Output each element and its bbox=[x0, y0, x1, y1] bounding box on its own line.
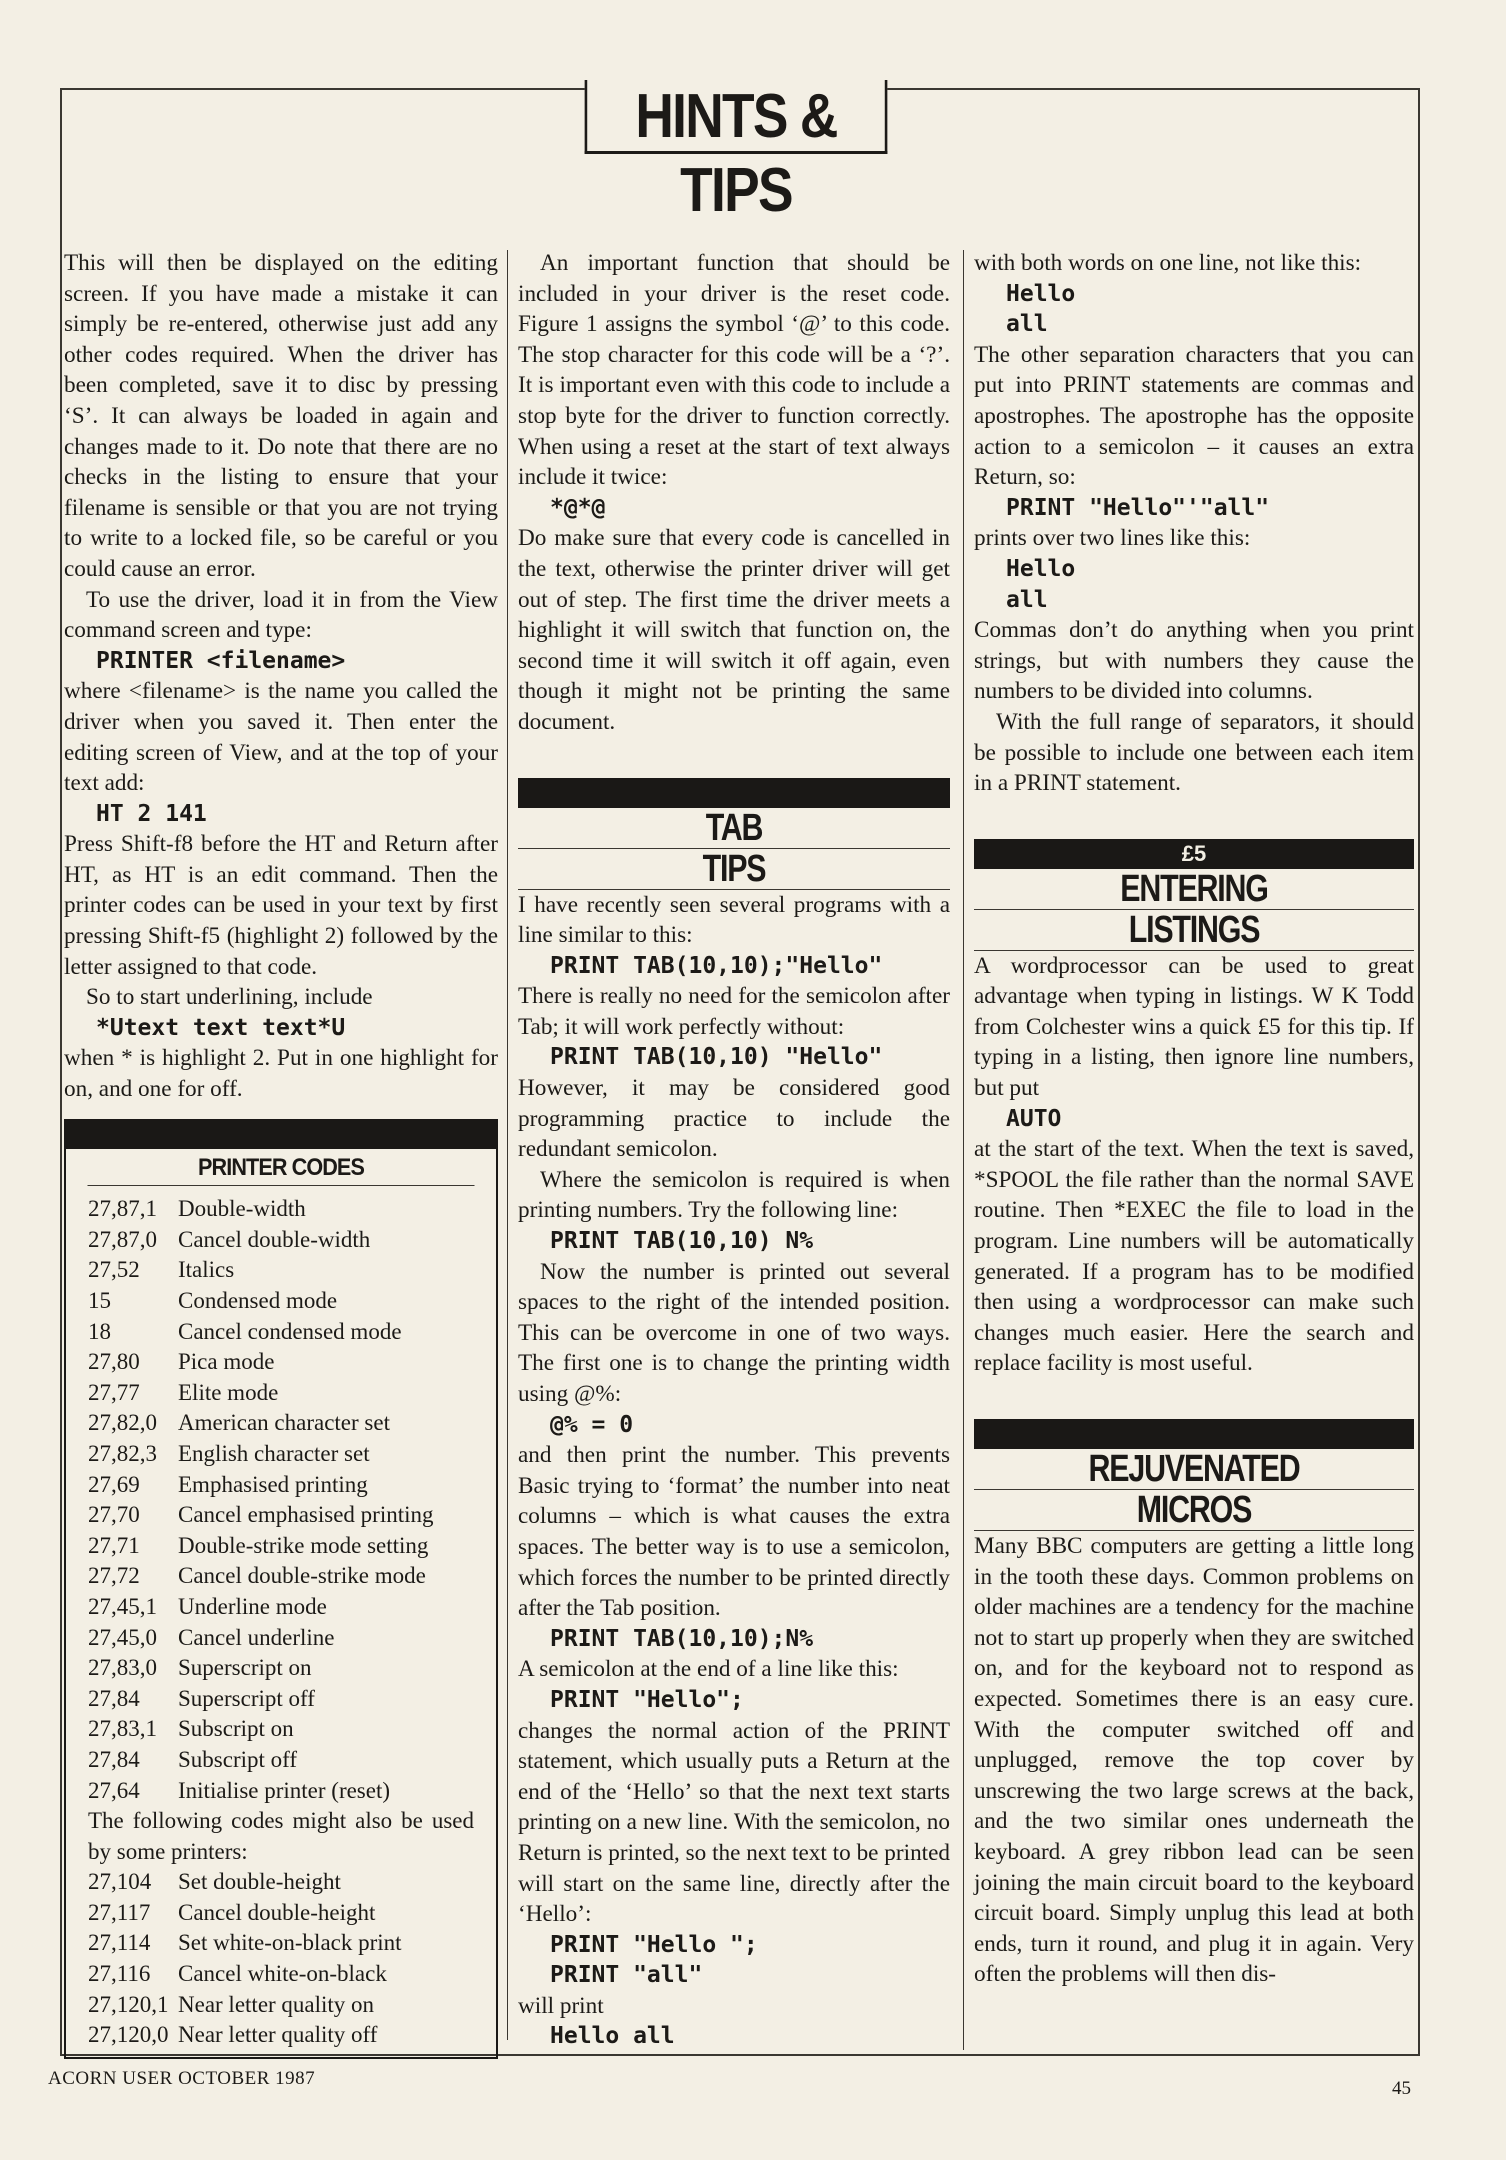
printer-code-row bbox=[88, 1439, 474, 1470]
printer-code-value: 27,120,1 bbox=[88, 1991, 169, 2017]
footer-magazine: ACORN USER OCTOBER 1987 bbox=[48, 2068, 316, 2089]
printer-code-description: American character set bbox=[178, 1410, 390, 1436]
printer-code-value: 27,72 bbox=[88, 1563, 140, 1589]
paragraph: To use the driver, load it in from the View command screen and type: bbox=[64, 586, 498, 644]
column-3 bbox=[974, 248, 1414, 1990]
page-title: HINTS & TIPS bbox=[585, 80, 888, 154]
printer-code-row bbox=[88, 1470, 474, 1501]
printer-code-description: Cancel underline bbox=[178, 1624, 335, 1650]
paragraph: at the start of the text. When the text is saved, *SPOOL the file rather than the normal SAVE routine. Then *EXEC the file to load in the program. Line numbers will be automatically generated. If a program has to be modified then using a wordprocessor can make such changes much easier. Here the search and replace facility is most useful. bbox=[974, 1136, 1414, 1377]
printer-code-row bbox=[88, 1745, 474, 1776]
printer-code-row bbox=[88, 1684, 474, 1715]
printer-code-value: 27,84 bbox=[88, 1685, 140, 1711]
printer-code-description: Double-width bbox=[178, 1196, 306, 1222]
printer-code-description: Subscript off bbox=[178, 1746, 298, 1772]
printer-codes-list bbox=[88, 1194, 474, 1806]
printer-code-row bbox=[88, 1623, 474, 1654]
code-line: all bbox=[1006, 311, 1048, 338]
paragraph: A wordprocessor can be used to great advantage when typing in listings. W K Todd from Colchester wins a quick £5 for this tip. If typing in a listing, then ignore line numbers, but put bbox=[974, 952, 1414, 1102]
printer-code-row bbox=[88, 1653, 474, 1684]
paragraph: Where the semicolon is required is when printing numbers. Try the following line: bbox=[518, 1166, 950, 1224]
code-line: HT 2 141 bbox=[96, 800, 207, 827]
printer-code-value: 27,45,1 bbox=[88, 1593, 157, 1619]
code-line: Hello all bbox=[550, 2023, 675, 2050]
printer-code-value: 27,84 bbox=[88, 1746, 140, 1772]
paragraph: when * is highlight 2. Put in one highlight for on, and one for off. bbox=[64, 1045, 498, 1103]
paragraph: Many BBC computers are getting a little long in the tooth these days. Common problems on older machines are a tendency for the machine not to start up properly when they are switched on, and for the keyboard not to respond as expected. Sometimes there is an easy cure. With the computer switched off and unplugged, remove the top cover by unscrewing the two large screws at the back, and the two similar ones underneath the keyboard. A grey ribbon lead can be seen joining the main circuit board to the keyboard circuit board. Simply unplug this lead at both ends, turn it round, and plug it in again. Very often the problems will then dis- bbox=[974, 1533, 1414, 1988]
printer-code-description: Subscript on bbox=[178, 1716, 294, 1742]
paragraph: Commas don’t do anything when you print strings, but with numbers they cause the numbers to be divided into columns. bbox=[974, 617, 1414, 705]
column-2 bbox=[518, 248, 950, 2052]
printer-code-value: 15 bbox=[88, 1288, 111, 1313]
code-line: AUTO bbox=[1006, 1105, 1062, 1132]
section-heading: TIPS bbox=[702, 847, 766, 890]
code-line: PRINT TAB(10,10);"Hello" bbox=[550, 952, 883, 979]
code-line: *Utext text text*U bbox=[96, 1014, 346, 1041]
printer-code-row bbox=[88, 1592, 474, 1623]
paragraph: There is really no need for the semicolon after Tab; it will work perfectly without: bbox=[518, 983, 950, 1040]
tab-tips-heading bbox=[518, 808, 950, 890]
printer-code-description: Initialise printer (reset) bbox=[178, 1777, 391, 1803]
paragraph: Now the number is printed out several spaces to the right of the intended position. This can be overcome in one of two ways. The first one is to change the printing width using @%: bbox=[518, 1258, 950, 1407]
section-heading: ENTERING bbox=[1120, 867, 1268, 910]
page-number: 45 bbox=[1392, 2078, 1411, 2099]
printer-code-description: Cancel double-width bbox=[178, 1226, 371, 1252]
printer-code-value: 27,77 bbox=[88, 1379, 140, 1405]
printer-code-row bbox=[88, 1959, 474, 1990]
printer-code-row bbox=[88, 1776, 474, 1807]
printer-code-value: 27,80 bbox=[88, 1349, 140, 1375]
prize-bar: £5 bbox=[974, 839, 1414, 869]
printer-code-row bbox=[88, 2020, 474, 2051]
printer-codes-note: The following codes might also be used by some printers: bbox=[88, 1808, 474, 1864]
printer-code-description: Cancel condensed mode bbox=[178, 1318, 402, 1344]
printer-code-value: 27,64 bbox=[88, 1777, 140, 1803]
printer-code-value: 27,114 bbox=[88, 1930, 151, 1956]
paragraph: An important function that should be included in your driver is the reset code. Figure 1 assigns the symbol ‘@’ to this code. The stop character for this code will be a ‘?’. It is important even with this code to include a stop byte for the driver to function correctly. When using a reset at the start of text always include it twice: bbox=[518, 250, 950, 491]
paragraph: Press Shift-f8 before the HT and Return after HT, as HT is an edit command. Then the printer codes can be used in your text by first pressing Shift-f5 (highlight 2) followed by the letter assigned to that code. bbox=[64, 831, 498, 980]
printer-code-value: 27,70 bbox=[88, 1502, 140, 1528]
paragraph: will print bbox=[518, 1992, 604, 2019]
printer-code-value: 27,52 bbox=[88, 1257, 140, 1283]
code-line: PRINT "all" bbox=[550, 1962, 703, 1989]
printer-code-row bbox=[88, 1225, 474, 1256]
printer-codes-bar bbox=[64, 1119, 498, 1149]
paragraph: However, it may be considered good programming practice to include the redundant semicolon. bbox=[518, 1075, 950, 1163]
printer-code-description: Set double-height bbox=[178, 1869, 341, 1895]
printer-code-description: Near letter quality on bbox=[178, 1991, 375, 2017]
printer-code-description: Set white-on-black print bbox=[178, 1930, 402, 1956]
printer-code-row bbox=[88, 1500, 474, 1531]
printer-code-row bbox=[88, 1867, 474, 1898]
code-line: *@*@ bbox=[550, 494, 606, 521]
paragraph: The other separation characters that you can put into PRINT statements are commas and apostrophes. The apostrophe has the opposite action to a semicolon – it causes an extra Return, so: bbox=[974, 341, 1414, 491]
printer-code-row bbox=[88, 1347, 474, 1378]
printer-code-row bbox=[88, 1194, 474, 1225]
printer-code-description: Emphasised printing bbox=[178, 1471, 368, 1497]
printer-code-value: 27,69 bbox=[88, 1471, 140, 1497]
printer-code-row bbox=[88, 1255, 474, 1286]
printer-code-value: 27,82,3 bbox=[88, 1440, 157, 1466]
printer-code-row bbox=[88, 1408, 474, 1439]
paragraph: prints over two lines like this: bbox=[974, 525, 1251, 552]
paragraph: So to start underlining, include bbox=[86, 984, 373, 1011]
code-line: all bbox=[1006, 586, 1048, 613]
paragraph: where <filename> is the name you called the driver when you saved it. Then enter the editing screen of View, and at the top of your text add: bbox=[64, 678, 498, 797]
printer-code-row bbox=[88, 1898, 474, 1929]
paragraph: This will then be displayed on the editing screen. If you have made a mistake it can simply be re-entered, otherwise just add any other codes required. When the driver has been completed, save it to disc by pressing ‘S’. It can always be loaded in again and changes made to it. Do note that there are no checks in the listing to ensure that your filename is sensible or that you are not trying to write to a locked file, so be careful or you could cause an error. bbox=[64, 250, 498, 582]
code-line: PRINT TAB(10,10) N% bbox=[550, 1228, 814, 1255]
paragraph: changes the normal action of the PRINT statement, which usually puts a Return at the end of the ‘Hello’ so that the next text starts printing on a new line. With the semicolon, no Return is printed, so the next text to be printed will start on the same line, directly after the ‘Hello’: bbox=[518, 1717, 950, 1928]
printer-code-value: 27,87,0 bbox=[88, 1226, 157, 1252]
printer-code-description: Near letter quality off bbox=[178, 2022, 378, 2048]
printer-codes-title: PRINTER CODES bbox=[88, 1153, 475, 1187]
printer-code-description: English character set bbox=[178, 1440, 370, 1466]
code-line: PRINT "Hello"; bbox=[550, 1686, 744, 1713]
printer-code-description: Cancel emphasised printing bbox=[178, 1502, 434, 1528]
entering-listings-heading bbox=[974, 869, 1414, 951]
printer-code-description: Elite mode bbox=[178, 1379, 279, 1405]
printer-code-value: 27,83,0 bbox=[88, 1655, 157, 1681]
printer-code-description: Superscript on bbox=[178, 1655, 312, 1681]
code-line: PRINT TAB(10,10) "Hello" bbox=[550, 1044, 883, 1071]
rejuvenated-micros-heading bbox=[974, 1449, 1414, 1531]
printer-code-description: Cancel double-height bbox=[178, 1899, 376, 1925]
printer-code-description: Cancel white-on-black bbox=[178, 1961, 387, 1987]
printer-code-value: 27,104 bbox=[88, 1869, 152, 1895]
section-bar bbox=[518, 778, 950, 808]
code-line: PRINT "Hello"'"all" bbox=[1006, 494, 1270, 521]
column-divider bbox=[507, 250, 508, 2040]
printer-code-row bbox=[88, 1928, 474, 1959]
printer-code-row bbox=[88, 1286, 474, 1317]
printer-code-row bbox=[88, 1317, 474, 1348]
printer-code-value: 27,116 bbox=[88, 1961, 151, 1987]
section-bar bbox=[974, 1419, 1414, 1449]
printer-code-row bbox=[88, 1561, 474, 1592]
section-heading: TAB bbox=[705, 806, 763, 849]
code-line: Hello bbox=[1006, 555, 1076, 582]
printer-code-row bbox=[88, 1531, 474, 1562]
section-heading: MICROS bbox=[1136, 1489, 1252, 1531]
printer-code-row bbox=[88, 1990, 474, 2021]
paragraph: A semicolon at the end of a line like this: bbox=[518, 1656, 899, 1683]
column-1 bbox=[64, 248, 498, 2059]
paragraph: and then print the number. This prevents Basic trying to ‘format’ the number into neat columns – which is what causes the extra spaces. The better way is to use a semicolon, which forces the number to be printed directly after the Tab position. bbox=[518, 1442, 950, 1622]
code-line: Hello bbox=[1006, 280, 1076, 307]
code-line: PRINTER <filename> bbox=[96, 647, 346, 674]
code-line: @% = 0 bbox=[550, 1411, 634, 1438]
paragraph: Do make sure that every code is cancelled in the text, otherwise the printer driver will get out of step. The first time the driver meets a highlight it will switch that function on, the second time it will switch it off again, even though it might not be printing the same document. bbox=[518, 525, 950, 735]
printer-code-description: Cancel double-strike mode bbox=[178, 1563, 426, 1589]
printer-code-value: 27,45,0 bbox=[88, 1624, 157, 1650]
printer-code-description: Superscript off bbox=[178, 1685, 315, 1711]
section-heading: LISTINGS bbox=[1128, 908, 1260, 951]
printer-code-description: Underline mode bbox=[178, 1593, 327, 1619]
printer-codes-extra-list bbox=[88, 1867, 474, 2051]
printer-code-description: Pica mode bbox=[178, 1349, 275, 1375]
paragraph: with both words on one line, not like this: bbox=[974, 250, 1362, 276]
paragraph: I have recently seen several programs with a line similar to this: bbox=[518, 891, 950, 949]
printer-code-description: Italics bbox=[178, 1257, 235, 1283]
column-divider bbox=[963, 250, 964, 2050]
printer-code-row bbox=[88, 1714, 474, 1745]
printer-code-row bbox=[88, 1378, 474, 1409]
printer-code-description: Condensed mode bbox=[178, 1288, 338, 1313]
code-line: PRINT TAB(10,10);N% bbox=[550, 1625, 814, 1652]
printer-codes-box bbox=[64, 1149, 498, 2059]
printer-code-value: 27,120,0 bbox=[88, 2022, 169, 2048]
printer-code-value: 18 bbox=[88, 1318, 111, 1344]
printer-code-value: 27,83,1 bbox=[88, 1716, 157, 1742]
printer-code-value: 27,71 bbox=[88, 1532, 140, 1558]
paragraph: With the full range of separators, it should be possible to include one between each item in a PRINT statement. bbox=[974, 708, 1414, 797]
printer-code-description: Double-strike mode setting bbox=[178, 1532, 429, 1558]
printer-code-value: 27,117 bbox=[88, 1899, 151, 1925]
printer-code-value: 27,87,1 bbox=[88, 1196, 157, 1222]
section-heading: REJUVENATED bbox=[1088, 1448, 1300, 1490]
code-line: PRINT "Hello "; bbox=[550, 1931, 758, 1958]
printer-code-value: 27,82,0 bbox=[88, 1410, 157, 1436]
